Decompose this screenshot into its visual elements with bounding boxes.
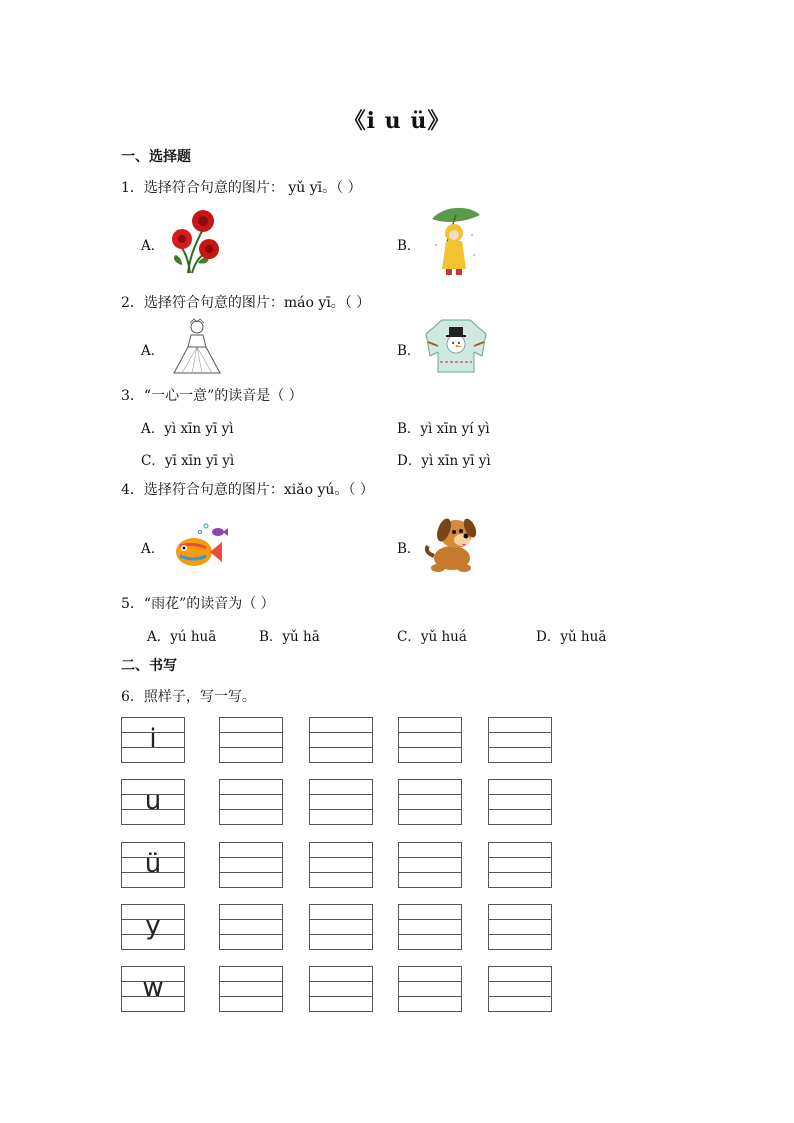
snowman-sweater-icon [424, 316, 488, 374]
question-1-option-b[interactable]: B． [397, 238, 421, 254]
question-4-text: 4．选择符合句意的图片：xiǎo yú。（ ） [121, 482, 374, 498]
writing-grid-cell[interactable] [398, 779, 462, 825]
question-4-option-b[interactable]: B． [397, 541, 421, 557]
child-in-raincoat-icon [428, 205, 482, 277]
question-5-option-c[interactable]: C．yǔ huá [397, 629, 467, 645]
question-3-option-b[interactable]: B．yì xīn yí yì [397, 421, 490, 437]
writing-grid-cell[interactable] [488, 717, 552, 763]
question-3-option-a[interactable]: A．yì xīn yī yì [141, 421, 234, 437]
writing-grid-cell[interactable] [488, 779, 552, 825]
example-letter: i [149, 724, 157, 754]
writing-grid-cell[interactable] [309, 717, 373, 763]
puppy-icon [422, 512, 488, 574]
writing-grid-example-y [121, 904, 185, 950]
writing-grid-cell[interactable] [219, 717, 283, 763]
question-2-option-b[interactable]: B． [397, 343, 421, 359]
question-5-option-a[interactable]: A．yú huā [147, 629, 217, 645]
question-3-option-c[interactable]: C．yī xīn yī yì [141, 453, 235, 469]
section-writing-heading: 二、书写 [121, 658, 177, 674]
example-letter: w [142, 973, 164, 1003]
question-2-text: 2．选择符合句意的图片：máo yī。（ ） [121, 295, 371, 311]
page-title: 《i u ü》 [343, 108, 451, 134]
writing-grid-cell[interactable] [219, 966, 283, 1012]
writing-grid-cell[interactable] [398, 842, 462, 888]
question-2-option-a[interactable]: A． [141, 343, 165, 359]
question-1-option-a[interactable]: A． [141, 238, 165, 254]
example-letter: u [144, 786, 162, 816]
writing-grid-example-u-umlaut [121, 842, 185, 888]
writing-grid-cell[interactable] [219, 779, 283, 825]
example-letter: y [145, 911, 161, 941]
rose-flowers-icon [168, 207, 224, 275]
writing-grid-cell[interactable] [219, 904, 283, 950]
question-4-option-a[interactable]: A． [141, 541, 165, 557]
writing-grid-example-w [121, 966, 185, 1012]
writing-grid-cell[interactable] [309, 904, 373, 950]
question-5-option-b[interactable]: B．yǔ hā [259, 629, 320, 645]
writing-grid-cell[interactable] [219, 842, 283, 888]
question-5-text: 5．“雨花”的读音为（ ） [121, 596, 275, 612]
writing-grid-cell[interactable] [309, 779, 373, 825]
writing-grid-cell[interactable] [309, 842, 373, 888]
bride-dress-icon [168, 317, 226, 375]
question-1-text: 1．选择符合句意的图片： yǔ yī。（ ） [121, 180, 362, 196]
example-letter: ü [144, 849, 162, 879]
section-choice-heading: 一、选择题 [121, 149, 191, 165]
fish-icon [166, 520, 230, 572]
writing-grid-cell[interactable] [398, 904, 462, 950]
question-3-text: 3．“一心一意”的读音是（ ） [121, 388, 303, 404]
writing-grid-cell[interactable] [398, 717, 462, 763]
writing-grid-cell[interactable] [309, 966, 373, 1012]
writing-grid-cell[interactable] [398, 966, 462, 1012]
question-5-option-d[interactable]: D．yǔ huā [536, 629, 607, 645]
question-6-text: 6．照样子，写一写。 [121, 689, 256, 705]
writing-grid-cell[interactable] [488, 842, 552, 888]
writing-grid-example-i [121, 717, 185, 763]
writing-grid-example-u [121, 779, 185, 825]
writing-grid-cell[interactable] [488, 904, 552, 950]
writing-grid-cell[interactable] [488, 966, 552, 1012]
question-3-option-d[interactable]: D．yì xīn yī yì [397, 453, 491, 469]
